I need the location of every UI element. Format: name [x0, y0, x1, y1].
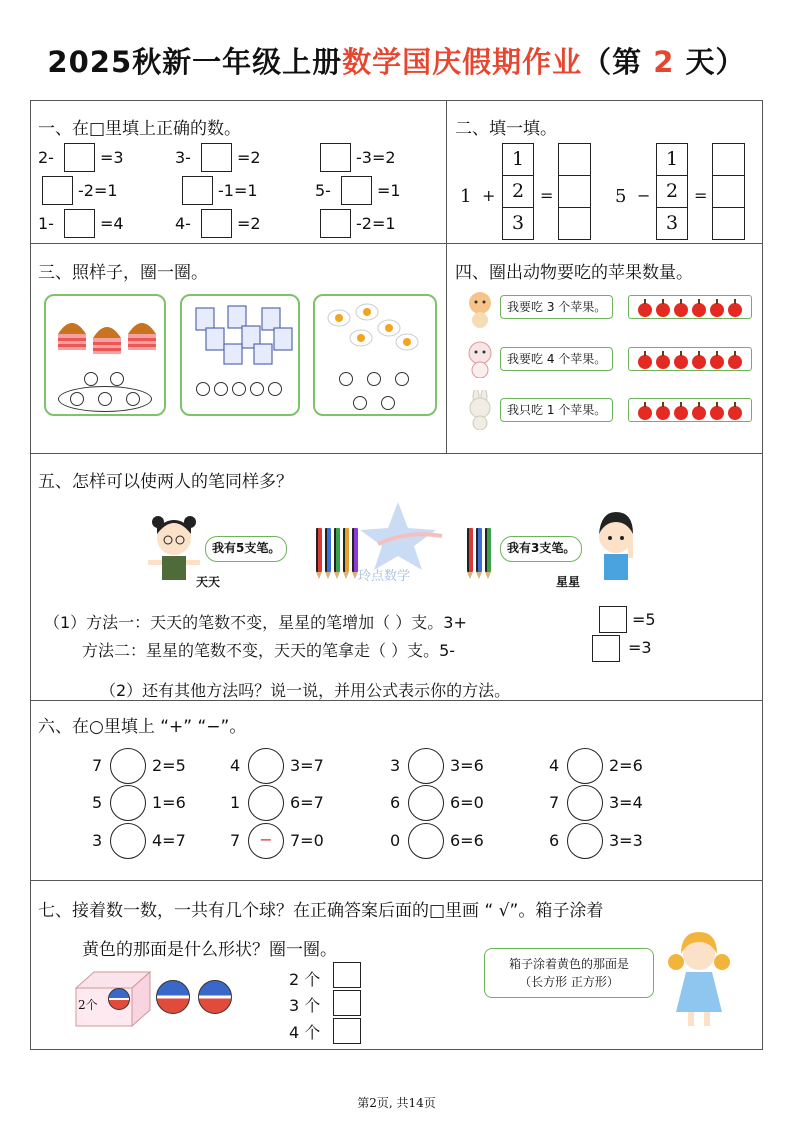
s6-left-number: 6 — [390, 793, 401, 812]
apple-icon — [710, 355, 724, 369]
s6-right-text: 6=6 — [450, 831, 484, 850]
s2-stack-number: 1 — [656, 143, 688, 176]
operator-circle[interactable] — [110, 785, 146, 821]
girl-name: 天天 — [196, 575, 221, 589]
answer-box[interactable] — [712, 207, 745, 240]
page-footer: 第2页, 共14页 — [357, 1096, 436, 1110]
circle-mark — [70, 392, 84, 406]
checkbox-4[interactable] — [333, 1018, 361, 1044]
ball-icon — [108, 988, 130, 1010]
cupcake-icon — [48, 306, 166, 366]
pencil-icon — [325, 528, 331, 572]
speech-bubble: 我要吃 4 个苹果。 — [500, 347, 613, 371]
circle-mark — [353, 396, 367, 410]
ball-icon — [156, 980, 190, 1014]
s1-text: 5- — [315, 181, 331, 200]
circle-mark — [84, 372, 98, 386]
s2-right-number: 5 — [615, 186, 627, 207]
operator-circle[interactable] — [110, 823, 146, 859]
s1-text: -2=1 — [356, 214, 396, 233]
s1-text: =2 — [237, 148, 261, 167]
s6-right-text: 4=7 — [152, 831, 186, 850]
circle-mark — [395, 372, 409, 386]
method1-text: （1）方法一：天天的笔数不变，星星的笔增加（ ）支。3+ — [44, 613, 467, 632]
title-day: 2 — [653, 45, 675, 79]
s2-stack-number: 3 — [656, 207, 688, 240]
s1-text: 3- — [175, 148, 191, 167]
circle-mark — [126, 392, 140, 406]
circle-mark — [110, 372, 124, 386]
s2-left-number: 1 — [460, 186, 472, 207]
s6-right-text: 3=6 — [450, 756, 484, 775]
answer-box[interactable] — [320, 209, 351, 238]
circle-mark — [381, 396, 395, 410]
section2-heading: 二、填一填。 — [455, 119, 557, 139]
apple-icon — [710, 303, 724, 317]
s6-left-number: 1 — [230, 793, 241, 812]
operator-circle[interactable] — [567, 748, 603, 784]
girl-doll-icon — [664, 930, 734, 1030]
divider-1 — [30, 243, 763, 244]
answer-box[interactable] — [592, 635, 620, 662]
ball-icon — [198, 980, 232, 1014]
answer-box[interactable] — [341, 176, 372, 205]
s1-text: 1- — [38, 214, 54, 233]
circle-mark — [98, 392, 112, 406]
s1-text: -1=1 — [218, 181, 258, 200]
answer-box[interactable] — [320, 143, 351, 172]
section5-heading: 五、怎样可以使两人的笔同样多？ — [38, 472, 293, 492]
checkbox-2[interactable] — [333, 962, 361, 988]
circle-mark — [339, 372, 353, 386]
hint-line1: 箱子涂着黄色的那面是 — [508, 957, 629, 971]
answer-box[interactable] — [64, 143, 95, 172]
s2-stack-number: 2 — [502, 175, 534, 208]
pencil-icon — [485, 528, 491, 572]
apple-icon — [728, 355, 742, 369]
s2-stack-number: 3 — [502, 207, 534, 240]
question2-text: （2）还有其他方法吗？说一说，并用公式表示你的方法。 — [100, 681, 511, 700]
apple-icon — [728, 303, 742, 317]
circle-mark — [367, 372, 381, 386]
s6-left-number: 0 — [390, 831, 401, 850]
s1-text: 4- — [175, 214, 191, 233]
speech-bubble: 我要吃 3 个苹果。 — [500, 295, 613, 319]
apple-icon — [692, 406, 706, 420]
s6-right-text: 3=7 — [290, 756, 324, 775]
s1-text: =2 — [237, 214, 261, 233]
operator-circle[interactable] — [248, 785, 284, 821]
method2-tail: =3 — [628, 638, 652, 657]
circle-mark — [214, 382, 228, 396]
section6-heading: 六、在○里填上 “+” “−”。 — [38, 717, 247, 737]
section3-heading: 三、照样子，圈一圈。 — [38, 263, 208, 283]
rabbit-icon — [463, 390, 497, 430]
operator-circle[interactable] — [567, 785, 603, 821]
section7-heading-line2: 黄色的那面是什么形状？圈一圈。 — [82, 940, 337, 960]
apple-icon — [692, 355, 706, 369]
apple-icon — [656, 303, 670, 317]
s6-left-number: 4 — [549, 756, 560, 775]
s1-text: =4 — [100, 214, 124, 233]
title-part1: 2025秋新一年级上册 — [47, 45, 343, 79]
s1-text: =3 — [100, 148, 124, 167]
s6-right-text: 2=5 — [152, 756, 186, 775]
boy-name: 星星 — [556, 575, 581, 589]
s6-left-number: 7 — [92, 756, 103, 775]
s6-right-text: 6=7 — [290, 793, 324, 812]
s6-left-number: 7 — [230, 831, 241, 850]
circle-mark — [232, 382, 246, 396]
operator-circle[interactable] — [248, 748, 284, 784]
s6-right-text: 7=0 — [290, 831, 324, 850]
s6-left-number: 3 — [390, 756, 401, 775]
s2-minus: − — [637, 186, 651, 205]
answer-box[interactable] — [558, 207, 591, 240]
method2-text: 方法二：星星的笔数不变，天天的笔拿走（ ）支。5- — [82, 641, 456, 660]
milk-carton-icon — [184, 300, 300, 370]
dog-icon — [463, 288, 497, 328]
s6-left-number: 7 — [549, 793, 560, 812]
s2-equals: = — [540, 186, 554, 205]
s2-plus: + — [482, 186, 496, 205]
s1-text: =1 — [377, 181, 401, 200]
apple-icon — [692, 303, 706, 317]
apple-icon — [710, 406, 724, 420]
panel-milk-cartons[interactable] — [180, 294, 300, 416]
pencil-icon — [343, 528, 349, 572]
s1-text: 2- — [38, 148, 54, 167]
apple-icon — [638, 355, 652, 369]
section7-heading-line1: 七、接着数一数，一共有几个球？在正确答案后面的□里画 “ √”。箱子涂着 — [38, 901, 604, 921]
operator-circle[interactable] — [567, 823, 603, 859]
operator-circle[interactable] — [408, 823, 444, 859]
girl-speech: 我有5支笔。 — [205, 536, 287, 562]
s1-text: -3=2 — [356, 148, 396, 167]
s6-right-text: 1=6 — [152, 793, 186, 812]
apple-icon — [674, 355, 688, 369]
operator-circle[interactable] — [408, 748, 444, 784]
answer-box[interactable] — [558, 143, 591, 176]
s6-right-text: 3=3 — [609, 831, 643, 850]
divider-4 — [30, 880, 763, 881]
cat-icon — [463, 338, 497, 378]
page-title — [0, 40, 793, 81]
option-label: 2 个 — [289, 970, 321, 989]
watermark-text: 玲点数学 — [358, 569, 411, 584]
s6-right-text: 3=4 — [609, 793, 643, 812]
answer-box[interactable] — [712, 175, 745, 208]
answer-box[interactable] — [42, 176, 73, 205]
s6-left-number: 6 — [549, 831, 560, 850]
s6-left-number: 5 — [92, 793, 103, 812]
operator-circle[interactable] — [408, 785, 444, 821]
pencil-icon — [476, 528, 482, 572]
s2-stack-number: 2 — [656, 175, 688, 208]
s1-text: -2=1 — [78, 181, 118, 200]
apple-icon — [674, 303, 688, 317]
circle-mark — [250, 382, 264, 396]
answer-box[interactable] — [558, 175, 591, 208]
pencil-icon — [334, 528, 340, 572]
answer-box[interactable] — [712, 143, 745, 176]
answer-box[interactable] — [201, 209, 232, 238]
circle-mark — [268, 382, 282, 396]
title-part2: 数学国庆假期作业 — [342, 45, 583, 79]
apple-icon — [656, 355, 670, 369]
apple-icon — [638, 406, 652, 420]
pencil-icon — [316, 528, 322, 572]
hint-bubble — [484, 948, 654, 998]
pencil-icon — [467, 528, 473, 572]
s6-left-number: 4 — [230, 756, 241, 775]
section1-heading: 一、在□里填上正确的数。 — [38, 119, 242, 139]
star-logo-icon — [358, 500, 444, 570]
answer-box[interactable] — [599, 606, 627, 633]
title-part3: （第 — [582, 45, 654, 79]
boy-speech: 我有3支笔。 — [500, 536, 582, 562]
method1-tail: =5 — [632, 610, 656, 629]
answer-box[interactable] — [64, 209, 95, 238]
s6-right-text: 2=6 — [609, 756, 643, 775]
apple-icon — [638, 303, 652, 317]
divider-vertical — [446, 100, 447, 453]
boy-icon — [590, 510, 646, 588]
box-label: 2个 — [78, 998, 98, 1012]
operator-circle[interactable]: − — [248, 823, 284, 859]
option-label: 3 个 — [289, 996, 321, 1015]
hint-line2-choice[interactable]: （长方形 正方形） — [519, 975, 619, 989]
example-panel-cupcakes — [44, 294, 166, 416]
section4-heading: 四、圈出动物要吃的苹果数量。 — [455, 263, 693, 283]
s2-stack-number: 1 — [502, 143, 534, 176]
checkbox-3[interactable] — [333, 990, 361, 1016]
answer-box[interactable] — [182, 176, 213, 205]
speech-bubble: 我只吃 1 个苹果。 — [500, 398, 613, 422]
option-label: 4 个 — [289, 1023, 321, 1042]
divider-2 — [30, 453, 763, 454]
s6-right-text: 6=0 — [450, 793, 484, 812]
apple-icon — [728, 406, 742, 420]
answer-box[interactable] — [201, 143, 232, 172]
apple-icon — [656, 406, 670, 420]
apple-icon — [674, 406, 688, 420]
s2-equals: = — [694, 186, 708, 205]
operator-circle[interactable] — [110, 748, 146, 784]
circle-mark — [196, 382, 210, 396]
s6-left-number: 3 — [92, 831, 103, 850]
title-part4: 天） — [674, 45, 746, 79]
panel-eggs[interactable] — [313, 294, 437, 416]
fried-egg-icon — [317, 300, 437, 370]
